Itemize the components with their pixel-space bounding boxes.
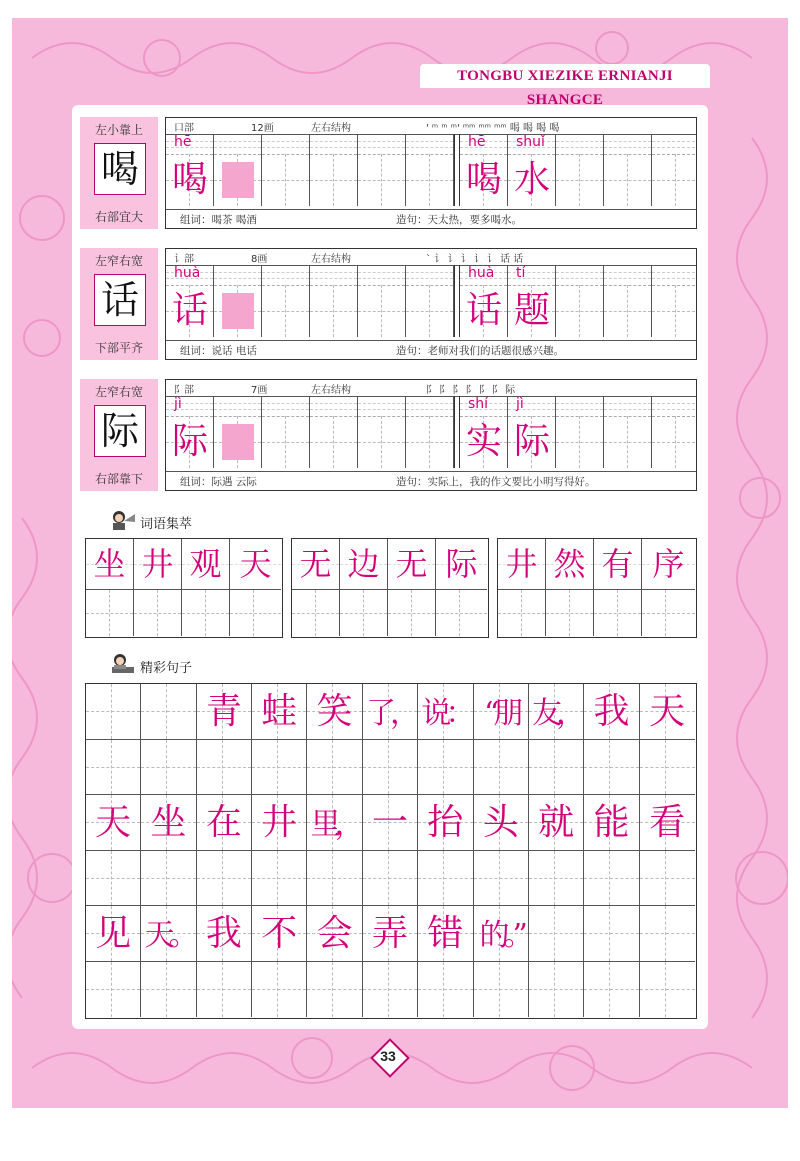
word-char: 话 xyxy=(465,290,502,331)
sentence-cell xyxy=(141,962,196,1018)
sentence-char: 就 xyxy=(538,802,575,843)
sentence-char: 能 xyxy=(593,802,630,843)
sentence-cell xyxy=(197,740,252,796)
sentence-cell xyxy=(640,795,695,851)
sentence-cell xyxy=(584,740,639,796)
idiom-char: 际 xyxy=(445,545,478,583)
sentence-cell xyxy=(252,906,307,962)
sentence-cell xyxy=(86,684,141,740)
trace-shadow xyxy=(222,162,254,198)
practice-char: 话 xyxy=(171,290,208,331)
sentence-cell xyxy=(197,906,252,962)
sentence-cell xyxy=(474,906,529,962)
student-writing-icon xyxy=(110,652,136,674)
sentence-cell xyxy=(252,851,307,907)
idiom-char: 边 xyxy=(347,545,380,583)
sentence-char: 青 xyxy=(205,691,242,732)
sentence-char: 不 xyxy=(261,913,298,954)
sentence-cell xyxy=(640,962,695,1018)
sentence-cell xyxy=(418,906,473,962)
sentence-cell xyxy=(141,906,196,962)
sentence-cell xyxy=(307,740,362,796)
hint-top: 左窄右宽 xyxy=(94,385,143,399)
idiom-char: 序 xyxy=(652,545,685,583)
sentence-grid xyxy=(85,683,697,1019)
sentence-char: 抬 xyxy=(427,802,464,843)
sentence-cell xyxy=(418,684,473,740)
writing-grid-1 xyxy=(165,117,697,229)
page-header-title: TONGBU XIEZIKE ERNIANJI SHANGCE xyxy=(420,64,710,88)
sentence-cell xyxy=(197,851,252,907)
pinyin: huà xyxy=(174,265,201,281)
sentence-cell xyxy=(640,851,695,907)
idiom-group-2 xyxy=(291,538,489,638)
sentence-char: 里， xyxy=(310,807,359,842)
sentence-cell xyxy=(474,962,529,1018)
sentence-char: 见 xyxy=(95,913,132,954)
char-info-row xyxy=(166,249,696,266)
idiom-char: 坐 xyxy=(93,545,126,583)
sentence-cell xyxy=(197,684,252,740)
sentence-cell xyxy=(584,851,639,907)
sentence-char: 一 xyxy=(371,802,408,843)
pinyin: hē xyxy=(468,134,486,150)
sentence-cell xyxy=(529,906,584,962)
sentence-char: 的。” xyxy=(479,918,522,953)
char-hint-box-2 xyxy=(80,248,158,360)
sentence-char: 在 xyxy=(205,802,242,843)
sentence-cell xyxy=(418,851,473,907)
pinyin: shí xyxy=(468,396,489,412)
model-char-box xyxy=(94,405,146,457)
sentence-cell xyxy=(584,684,639,740)
sentence-cell xyxy=(141,795,196,851)
stroke-order: 阝 阝 阝 阝 阝 阝 际 xyxy=(426,385,516,396)
sentence-cell xyxy=(307,906,362,962)
example-sentence: 造句：实际上，我的作文要比小明写得好。 xyxy=(396,476,596,488)
structure: 左右结构 xyxy=(311,385,351,396)
sentence-cell xyxy=(529,851,584,907)
example-sentence: 造句：老师对我们的话题很感兴趣。 xyxy=(396,345,564,357)
practice-row xyxy=(166,265,696,337)
stroke-count: 8画 xyxy=(251,254,268,265)
sentence-cell xyxy=(141,740,196,796)
sentence-char: 坐 xyxy=(150,802,187,843)
sentence-cell xyxy=(529,962,584,1018)
idiom-char: 观 xyxy=(189,545,222,583)
sentence-char: 我 xyxy=(205,913,242,954)
pinyin: tí xyxy=(516,265,526,281)
sentence-cell xyxy=(363,851,418,907)
sentence-char: 错 xyxy=(427,913,464,954)
sentence-char: 头 xyxy=(482,802,519,843)
sentence-cell xyxy=(252,740,307,796)
word-sentence-row xyxy=(166,340,696,359)
model-char-box xyxy=(94,274,146,326)
word-char: 实 xyxy=(465,421,502,462)
sentence-cell xyxy=(363,740,418,796)
pinyin: huà xyxy=(468,265,495,281)
sentence-cell xyxy=(86,962,141,1018)
stroke-count: 7画 xyxy=(251,385,268,396)
structure: 左右结构 xyxy=(311,254,351,265)
writing-grid-2 xyxy=(165,248,697,360)
sentence-char: 井 xyxy=(261,802,298,843)
structure: 左右结构 xyxy=(311,123,351,134)
radical: 讠部 xyxy=(174,254,194,265)
hint-top: 左窄右宽 xyxy=(94,254,143,268)
sentence-cell xyxy=(418,962,473,1018)
sentence-cell xyxy=(307,684,362,740)
char-hint-box-1 xyxy=(80,117,158,229)
sentence-cell xyxy=(474,851,529,907)
word-examples: 组词：际遇 云际 xyxy=(180,476,257,488)
sentence-char: 蛙 xyxy=(261,691,298,732)
stroke-count: 12画 xyxy=(251,123,274,134)
sentence-char: 了， xyxy=(365,696,414,731)
sentence-cell xyxy=(640,740,695,796)
sentence-char: 弄 xyxy=(371,913,408,954)
sentence-cell xyxy=(418,795,473,851)
idioms-title: 词语集萃 xyxy=(140,517,193,532)
stroke-order: ' ᵐ ᵐ ᵐ' ᵐᵐ ᵐᵐ ᵐᵐ 喝 喝 喝 喝 xyxy=(426,123,560,134)
sentence-cell xyxy=(86,851,141,907)
sentence-char: 我 xyxy=(593,691,630,732)
sentence-cell xyxy=(363,795,418,851)
sentence-char: 笑 xyxy=(316,691,353,732)
trace-shadow xyxy=(222,293,254,329)
idiom-char: 天 xyxy=(239,545,272,583)
char-info-row xyxy=(166,118,696,135)
sentence-cell xyxy=(529,684,584,740)
practice-row xyxy=(166,396,696,468)
idiom-char: 无 xyxy=(395,545,428,583)
sentence-cell xyxy=(86,795,141,851)
pinyin: jì xyxy=(174,396,182,412)
sentence-char: 会 xyxy=(316,913,353,954)
trace-shadow xyxy=(222,424,254,460)
word-examples: 组词：喝茶 喝酒 xyxy=(180,214,257,226)
word-sentence-row xyxy=(166,209,696,228)
idiom-char: 井 xyxy=(505,545,538,583)
word-char: 水 xyxy=(513,159,550,200)
idiom-char: 然 xyxy=(553,545,586,583)
writing-grid-3 xyxy=(165,379,697,491)
sentence-cell xyxy=(252,684,307,740)
idiom-char: 有 xyxy=(601,545,634,583)
radical: 口部 xyxy=(174,123,194,134)
radical: 阝部 xyxy=(174,385,194,396)
char-info-row xyxy=(166,380,696,397)
practice-char: 际 xyxy=(171,421,208,462)
sentence-cell xyxy=(363,906,418,962)
pinyin: jì xyxy=(516,396,524,412)
idiom-group-1 xyxy=(85,538,283,638)
pinyin: shuǐ xyxy=(516,134,545,150)
hint-top: 左小靠上 xyxy=(94,123,143,137)
sentence-char: 说： xyxy=(421,696,470,731)
page-number: 33 xyxy=(380,1048,396,1064)
word-examples: 组词：说话 电话 xyxy=(180,345,257,357)
sentence-cell xyxy=(584,962,639,1018)
sentence-cell xyxy=(307,962,362,1018)
hint-bottom: 下部平齐 xyxy=(94,341,143,355)
model-char: 喝 xyxy=(100,147,139,191)
hint-bottom: 右部宜大 xyxy=(94,210,143,224)
sentence-cell xyxy=(307,795,362,851)
sentence-cell xyxy=(584,906,639,962)
char-hint-box-3 xyxy=(80,379,158,491)
model-char-box xyxy=(94,143,146,195)
sentence-cell xyxy=(197,795,252,851)
word-char: 际 xyxy=(513,421,550,462)
sentence-cell xyxy=(640,684,695,740)
idiom-char: 无 xyxy=(299,545,332,583)
idiom-char: 井 xyxy=(141,545,174,583)
word-char: 喝 xyxy=(465,159,502,200)
sentence-cell xyxy=(584,795,639,851)
sentence-cell xyxy=(529,740,584,796)
student-reading-icon xyxy=(110,509,136,531)
sentence-char: “朋 xyxy=(484,696,518,731)
practice-row xyxy=(166,134,696,206)
sentence-cell xyxy=(252,962,307,1018)
idiom-group-3 xyxy=(497,538,697,638)
word-sentence-row xyxy=(166,471,696,490)
pinyin: hē xyxy=(174,134,192,150)
sentence-char: 天 xyxy=(649,691,686,732)
sentence-cell xyxy=(141,684,196,740)
model-char: 际 xyxy=(100,409,139,453)
sentence-cell xyxy=(363,684,418,740)
page-number-badge xyxy=(372,1040,404,1072)
sentence-cell xyxy=(529,795,584,851)
sentence-cell xyxy=(197,962,252,1018)
sentence-cell xyxy=(418,740,473,796)
sentence-char: 天 xyxy=(95,802,132,843)
sentence-cell xyxy=(363,962,418,1018)
sentence-cell xyxy=(474,740,529,796)
sentence-cell xyxy=(86,906,141,962)
sentence-char: 看 xyxy=(649,802,686,843)
word-char: 题 xyxy=(513,290,550,331)
hint-bottom: 右部靠下 xyxy=(94,472,143,486)
sentence-char: 友， xyxy=(532,696,581,731)
sentence-cell xyxy=(474,795,529,851)
example-sentence: 造句：天太热，要多喝水。 xyxy=(396,214,522,226)
sentence-cell xyxy=(307,851,362,907)
sentence-section-title: 精彩句子 xyxy=(140,661,193,676)
sentence-cell xyxy=(86,740,141,796)
sentence-cell xyxy=(252,795,307,851)
model-char: 话 xyxy=(100,278,139,322)
practice-char: 喝 xyxy=(171,159,208,200)
sentence-cell xyxy=(141,851,196,907)
sentence-char: 天。 xyxy=(144,918,193,953)
stroke-order: ` 讠 讠 讠 讠 讠 话 话 xyxy=(426,254,524,265)
sentence-cell xyxy=(474,684,529,740)
sentence-cell xyxy=(640,906,695,962)
